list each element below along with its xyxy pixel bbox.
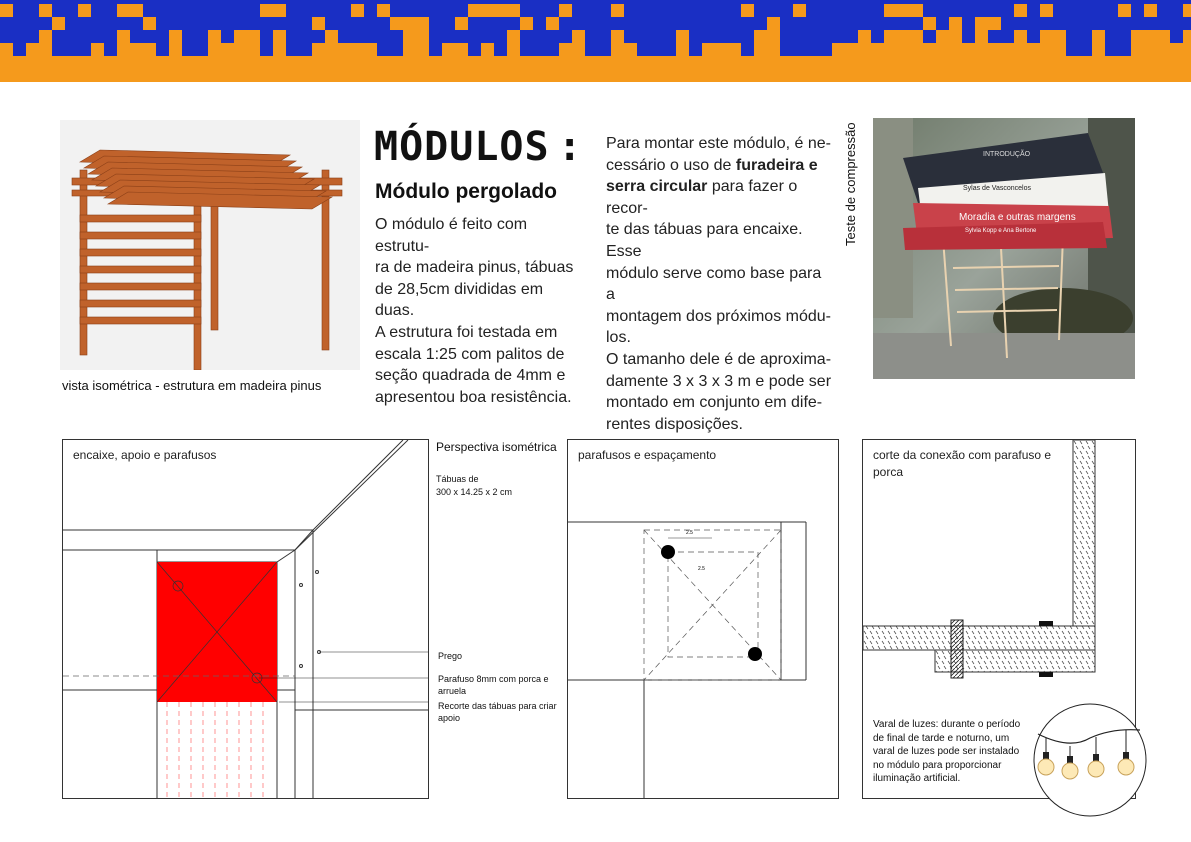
book-text: INTRODUÇÃO xyxy=(983,151,1031,158)
photo-illustration xyxy=(873,118,1135,379)
book-text: Sylas de Vasconcelos xyxy=(963,185,1031,192)
callout-bolt: Parafuso 8mm com porca e arruela xyxy=(438,674,549,696)
bolt-section xyxy=(951,620,963,678)
screw-hole xyxy=(661,545,675,559)
pergola-render xyxy=(60,120,360,370)
text-line: montado em conjunto em dife- xyxy=(606,394,823,412)
page-title xyxy=(374,124,583,170)
panel-label: corte da conexão com parafuso e porca xyxy=(873,448,1052,479)
detail-panel-spacing xyxy=(567,439,839,799)
boards-size: 300 x 14.25 x 2 cm xyxy=(436,487,513,497)
panel-label: parafusos e espaçamento xyxy=(578,448,717,462)
callout-cutout: Recorte das tábuas para criar apoio xyxy=(438,701,557,723)
text-run: para fazer o recor- xyxy=(606,178,798,217)
title-text: MÓDULOS xyxy=(374,124,550,170)
pergola-illustration xyxy=(60,120,360,370)
text-line xyxy=(606,155,834,177)
dimension-text: 2.5 xyxy=(698,566,705,572)
text-line xyxy=(606,176,834,219)
panel-label: encaixe, apoio e parafusos xyxy=(73,448,217,462)
text-run: cessário o uso de xyxy=(606,156,736,174)
callout-nail: Prego xyxy=(438,651,463,661)
text-line: O tamanho dele é de aproxima- xyxy=(606,350,832,368)
string-lights-note: Varal de luzes: durante o período de final de tarde e noturno, um varal de luzes pode ser instalado no módulo para proporcionar iluminação artificial. xyxy=(873,719,1021,784)
text-line: módulo serve como base para a xyxy=(606,264,822,304)
text-line: apresentou boa resistência. xyxy=(375,388,572,406)
book-text: Sylvia Kopp e Ana Bertone xyxy=(965,228,1037,234)
description-paragraph-2 xyxy=(606,133,834,435)
text-line: de 28,5cm divididas em duas. xyxy=(375,280,544,320)
perspective-title: Perspectiva isométrica xyxy=(436,440,557,454)
boards-label: Tábuas de xyxy=(436,474,479,484)
compression-test-label: Teste de compressão xyxy=(843,122,858,246)
text-line: los. xyxy=(606,329,631,347)
render-caption: vista isométrica - estrutura em madeira pinus xyxy=(62,378,322,393)
bold-text: furadeira e xyxy=(735,156,818,174)
text-line: damente 3 x 3 x 3 m e pode ser xyxy=(606,372,832,390)
compression-test-photo xyxy=(873,118,1135,379)
description-paragraph-1 xyxy=(375,214,575,408)
text-line: Para montar este módulo, é ne- xyxy=(606,135,832,152)
book-text: Moradia e outras margens xyxy=(959,212,1076,223)
text-line: O módulo é feito com estrutu- xyxy=(375,216,528,255)
title-colon: : xyxy=(557,124,583,170)
dimension-text: 2.5 xyxy=(686,530,693,536)
screw-hole xyxy=(748,647,762,661)
detail-panel-joint xyxy=(62,439,429,799)
text-line: escala 1:25 com palitos de xyxy=(375,345,565,363)
pergola-post xyxy=(80,170,87,355)
bold-text: serra circular xyxy=(606,178,708,196)
text-line: seção quadrada de 4mm e xyxy=(375,367,566,385)
string-lights-illustration xyxy=(1030,700,1150,820)
text-line: rentes disposições. xyxy=(606,415,743,433)
pixel-banner xyxy=(0,0,1191,82)
text-line: te das tábuas para encaixe. Esse xyxy=(606,221,803,260)
text-line: montagem dos próximos módu- xyxy=(606,307,831,325)
text-line: A estrutura foi testada em xyxy=(375,323,558,341)
spacing-drawing xyxy=(568,440,838,798)
text-line: ra de madeira pinus, tábuas xyxy=(375,259,574,277)
page-subtitle: Módulo pergolado xyxy=(375,180,557,203)
joint-drawing xyxy=(63,440,428,798)
